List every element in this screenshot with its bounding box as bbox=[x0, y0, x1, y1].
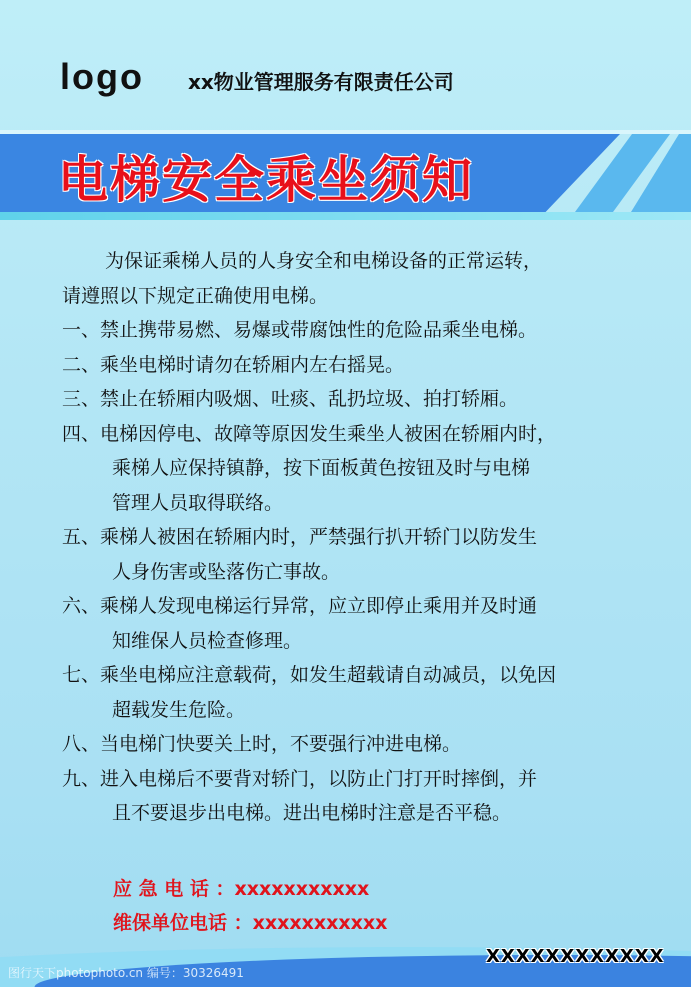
footer-code: XXXXXXXXXXXX bbox=[486, 946, 665, 967]
rule-line: 超载发生危险。 bbox=[112, 698, 246, 721]
rule-line: 八、当电梯门快要关上时，不要强行冲进电梯。 bbox=[62, 733, 462, 755]
rule-line: 七、乘坐电梯应注意载荷，如发生超载请自动减员，以免因 bbox=[62, 664, 557, 686]
company-name: xx物业管理服务有限责任公司 bbox=[188, 70, 454, 94]
maintenance-phone bbox=[113, 908, 387, 935]
intro-line: 为保证乘梯人员的人身安全和电梯设备的正常运转， bbox=[105, 250, 543, 272]
emergency-phone bbox=[113, 874, 369, 901]
contact-value: xxxxxxxxxxx bbox=[234, 878, 370, 900]
rule-line: 三、禁止在轿厢内吸烟、吐痰、乱扔垃圾、拍打轿厢。 bbox=[62, 388, 519, 410]
rule-line: 一、禁止携带易燃、易爆或带腐蚀性的危险品乘坐电梯。 bbox=[62, 319, 538, 341]
logo: logo bbox=[60, 56, 144, 97]
page-title: 电梯安全乘坐须知 bbox=[58, 150, 474, 209]
contact-value: xxxxxxxxxxx bbox=[252, 912, 388, 934]
contact-label: 应 急 电 话 ： bbox=[113, 878, 235, 900]
intro-line: 请遵照以下规定正确使用电梯。 bbox=[62, 284, 329, 307]
banner-underline bbox=[0, 212, 691, 220]
rule-line: 六、乘梯人发现电梯运行异常，应立即停止乘用并及时通 bbox=[62, 595, 538, 617]
contact-label: 维保单位电话 ： bbox=[113, 912, 253, 934]
rule-line: 四、电梯因停电、故障等原因发生乘坐人被困在轿厢内时， bbox=[62, 422, 557, 445]
rule-line: 二、乘坐电梯时请勿在轿厢内左右摇晃。 bbox=[62, 353, 405, 376]
watermark: 图行天下photophoto.cn 编号：30326491 bbox=[8, 966, 244, 980]
divider bbox=[0, 130, 691, 134]
rule-line: 且不要退步出电梯。进出电梯时注意是否平稳。 bbox=[112, 802, 512, 824]
rule-line: 管理人员取得联络。 bbox=[112, 491, 284, 514]
rule-line: 知维保人员检查修理。 bbox=[112, 629, 303, 652]
rule-line: 乘梯人应保持镇静，按下面板黄色按钮及时与电梯 bbox=[112, 457, 531, 479]
rule-line: 人身伤害或坠落伤亡事故。 bbox=[112, 560, 341, 583]
rule-line: 五、乘梯人被困在轿厢内时，严禁强行扒开轿门以防发生 bbox=[62, 526, 538, 548]
rule-line: 九、进入电梯后不要背对轿门，以防止门打开时摔倒，并 bbox=[62, 767, 538, 790]
notice-body bbox=[62, 244, 682, 831]
